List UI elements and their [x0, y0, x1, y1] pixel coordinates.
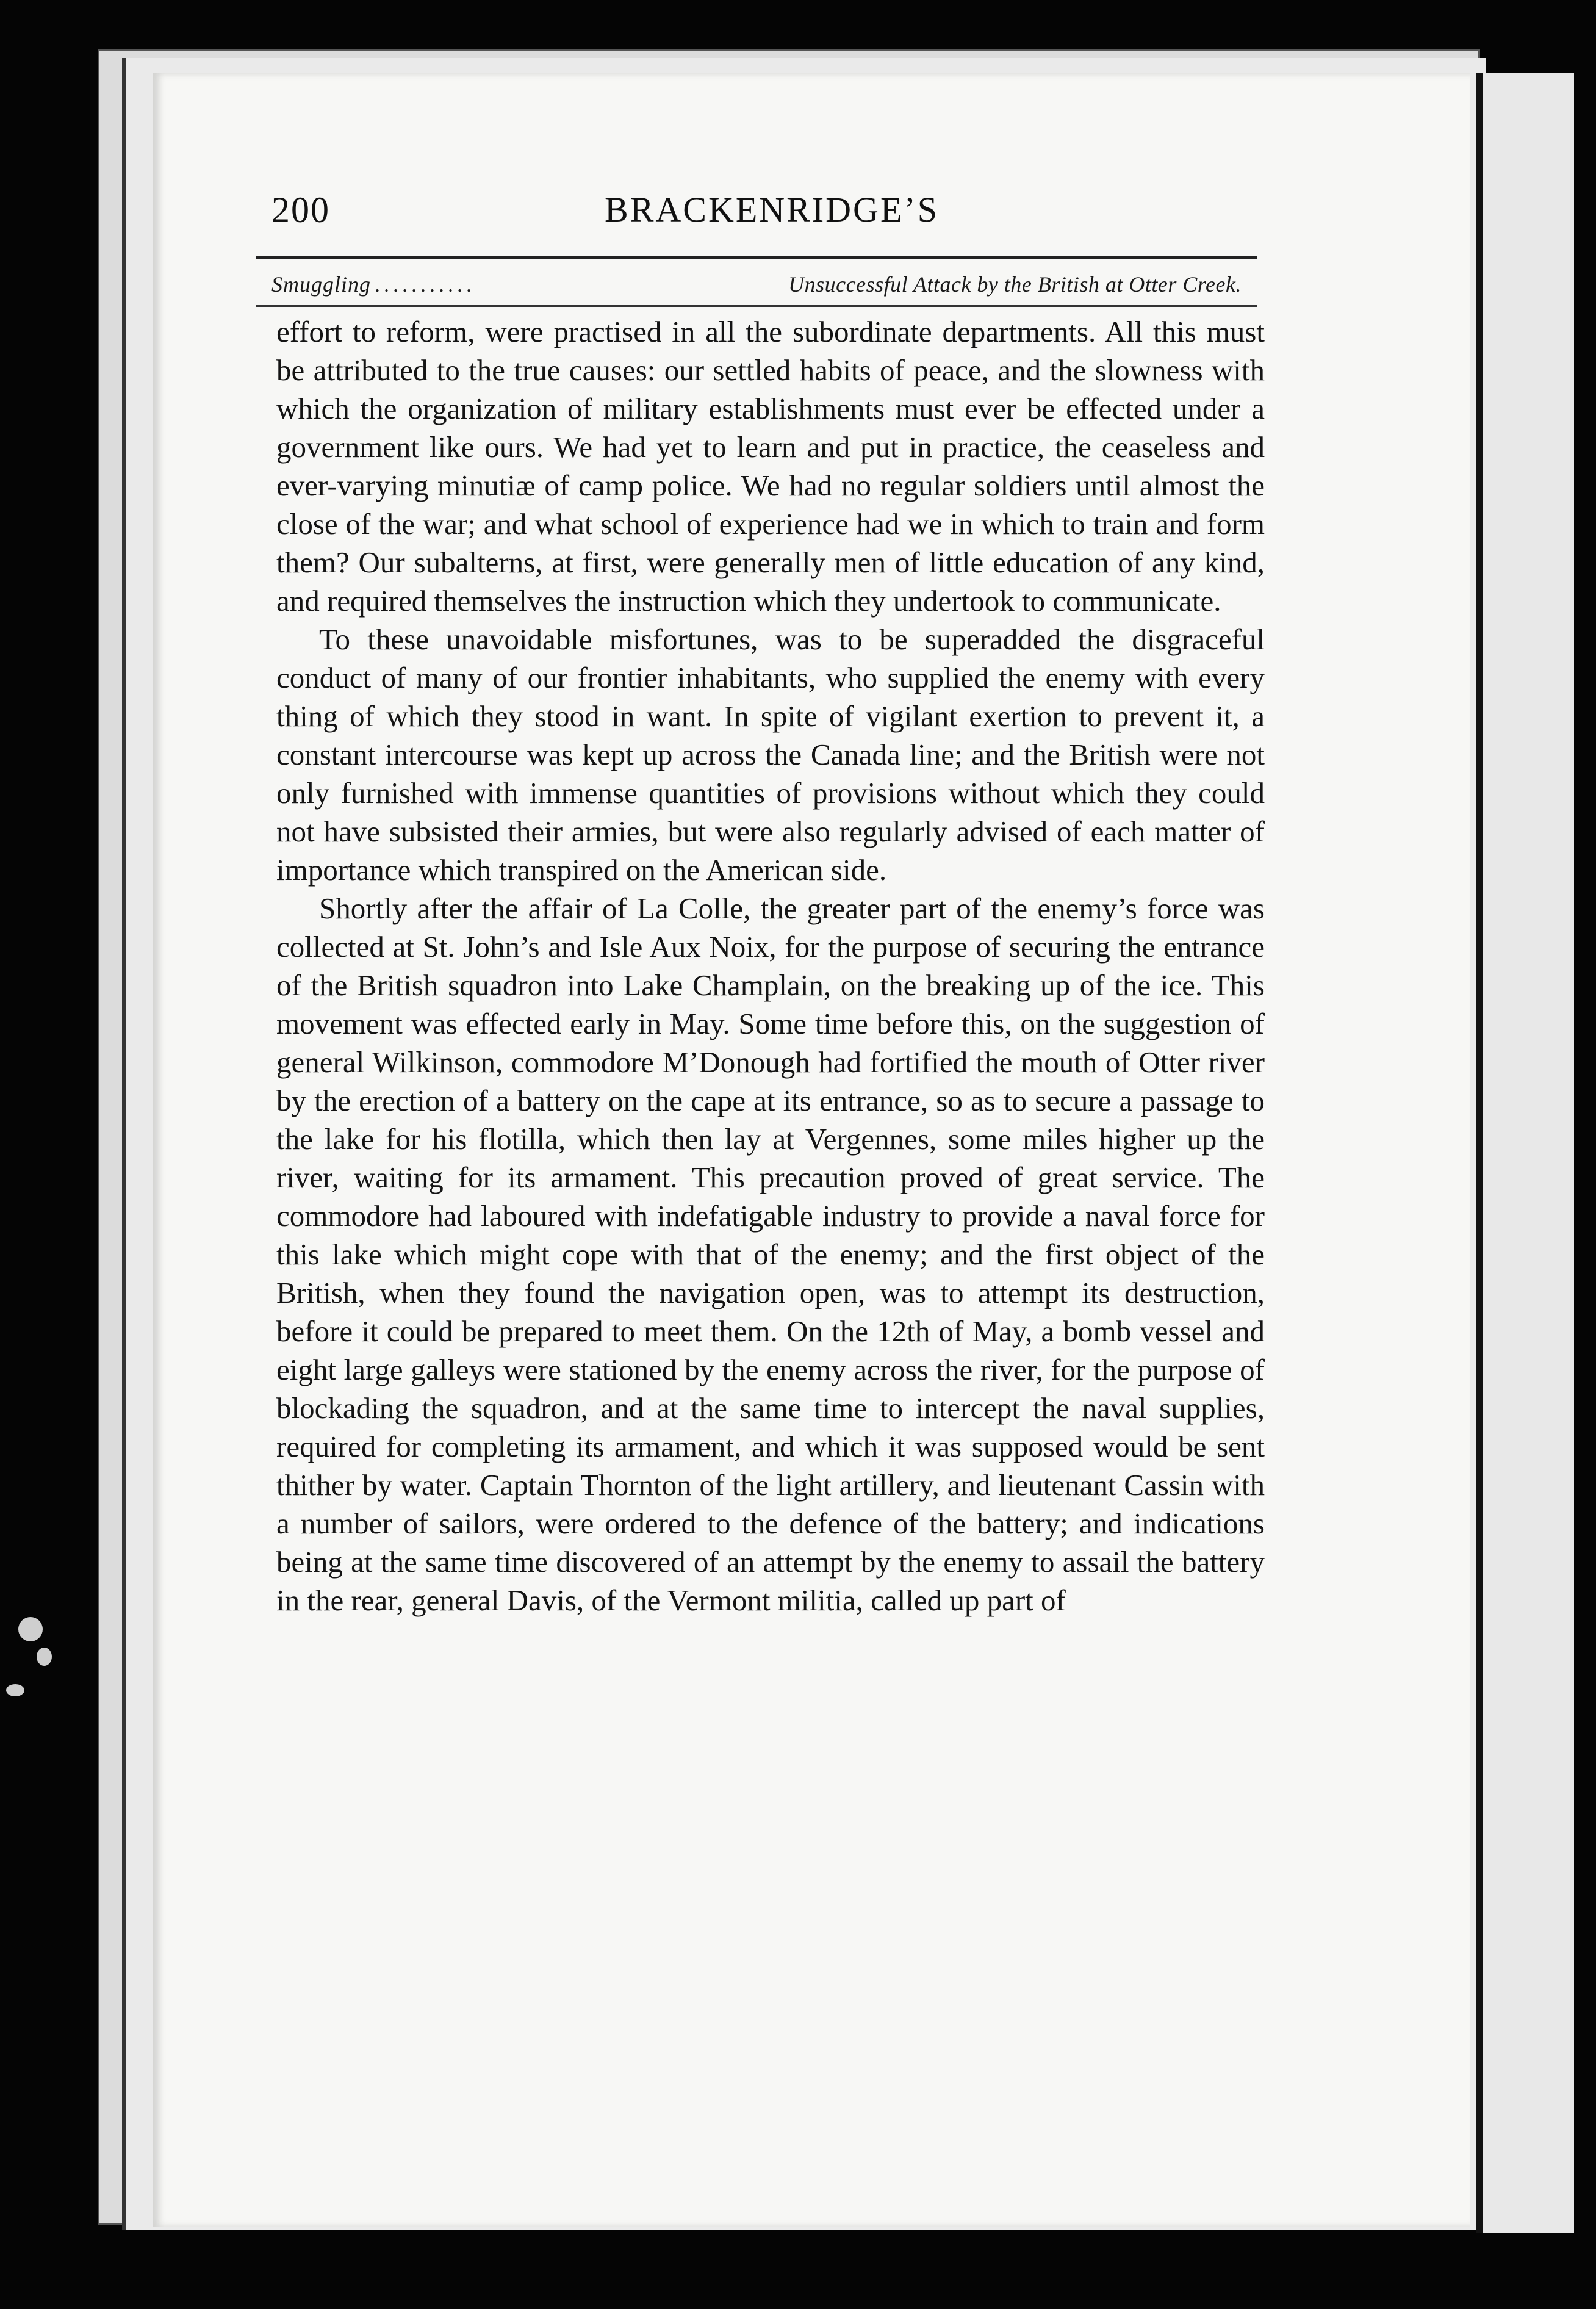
paragraph: Shortly after the affair of La Colle, the greater part of the enemy’s force was collected at St. John’s and Isle Aux Noix, for the purpose of securing the entrance of the British squadron into Lake Champlain, on the breaking up of the ice. This movement was effected early in May. Some time before this, on the suggestion of general Wilkinson, commodore M’Donough had fortified the mouth of Otter river by the erection of a battery on the cape at its entrance, so as to secure a passage to the lake for his flotilla, which then lay at Vergennes, some miles higher up the river, waiting for its armament. This precaution proved of great service. The commodore had laboured with indefatigable industry to provide a naval force for this lake which might cope with that of the enemy; and the first object of the British, when they found the navigation open, was to attempt its destruction, before it could be prepared to meet them. On the 12th of May, a bomb vessel and eight large galleys were stationed by the enemy across the river, for the purpose of blockading the squadron, and at the same time to intercept the naval supplies, required for completing its armament, and which it was supposed would be sent thither by water. Captain Thornton of the light artillery, and lieutenant Cassin with a number of sailors, were ordered to the defence of the battery; and indications being at the same time discovered of an attempt by the enemy to assail the battery in the rear, general Davis, of the Vermont militia, called up part of [276, 892, 1265, 1617]
facing-page-edge [1476, 73, 1574, 2233]
subhead-leader-dots: ........... [375, 272, 476, 297]
subhead-left: Smuggling [271, 272, 372, 297]
book-page [153, 73, 1470, 2227]
paragraph: To these unavoidable misfortunes, was to be superadded the disgraceful conduct of many of our frontier inhabitants, who supplied the enemy with every thing of which they stood in want. In spite of vigilant exertion to prevent it, a constant intercourse was kept up across the Canada line; and the British were not only furnished with immense quantities of provisions without which they could not have subsisted their armies, but were also regularly advised of each matter of importance which transpired on the American side. [276, 622, 1265, 887]
page-number: 200 [271, 190, 330, 230]
header-rule [256, 256, 1257, 259]
body-text [276, 312, 1265, 1619]
background-speck [37, 1648, 52, 1666]
paragraph: effort to reform, were practised in all the subordinate departments. All this must be attributed to the true causes: our settled habits of peace, and the slowness with which the organization of military establishments must ever be effected under a government like ours. We had yet to learn and put in practice, the ceaseless and ever-varying minutiæ of camp police. We had no regular soldiers until almost the close of the war; and what school of experience had we in which to train and form them? Our subalterns, at first, were generally men of little education of any kind, and required themselves the instruction which they undertook to communicate. [276, 315, 1265, 618]
running-title: BRACKENRIDGE’S [605, 190, 939, 229]
subhead-rule [256, 305, 1257, 307]
chapter-subhead [271, 267, 1242, 301]
background-speck [6, 1684, 24, 1696]
background-speck [18, 1617, 43, 1641]
subhead-right: Unsuccessful Attack by the British at Otter Creek. [788, 272, 1242, 297]
page-header [271, 189, 1272, 256]
